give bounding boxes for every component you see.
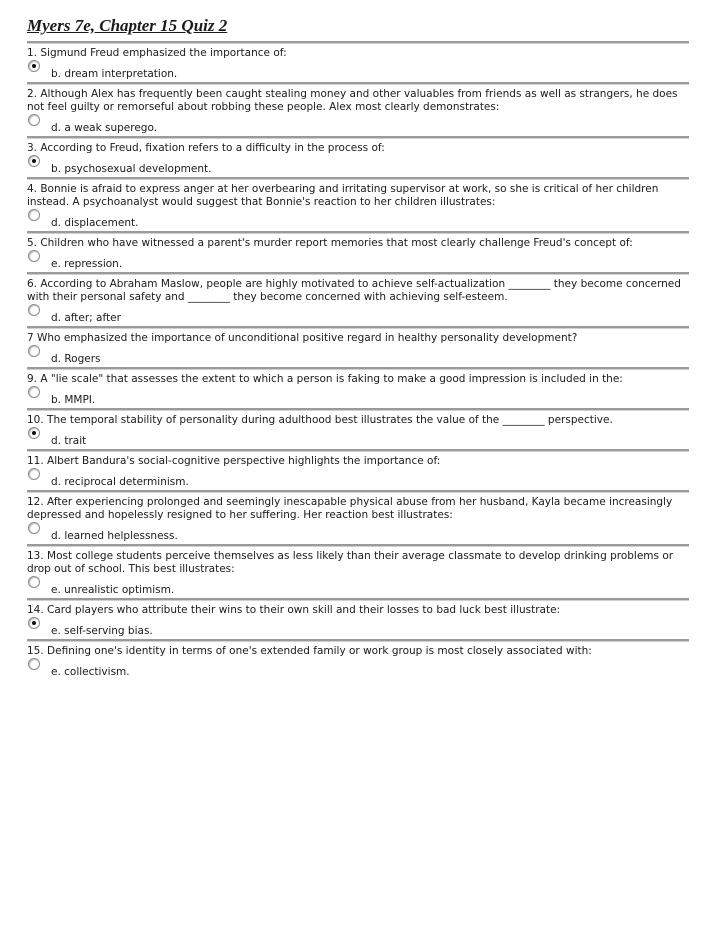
answer-row xyxy=(27,427,689,449)
answer-row xyxy=(27,250,689,272)
radio-selected-icon[interactable] xyxy=(28,155,40,167)
question-list xyxy=(27,41,689,680)
answer-row xyxy=(27,617,689,639)
radio-unselected-icon[interactable] xyxy=(28,114,40,126)
question-item xyxy=(27,275,689,326)
question-text: 9. A "lie scale" that assesses the extent to which a person is faking to make a good impression is included in the: xyxy=(27,373,623,385)
answer-text: d. trait xyxy=(51,435,87,447)
radio-unselected-icon[interactable] xyxy=(28,345,40,357)
question-text: 11. Albert Bandura's social-cognitive perspective highlights the importance of: xyxy=(27,455,441,467)
radio-unselected-icon[interactable] xyxy=(28,304,40,316)
answer-text: d. reciprocal determinism. xyxy=(51,476,189,488)
question-item xyxy=(27,234,689,272)
question-item xyxy=(27,452,689,490)
answer-text: b. dream interpretation. xyxy=(51,68,178,80)
page-title: Myers 7e, Chapter 15 Quiz 2 xyxy=(27,16,228,35)
question-item xyxy=(27,44,689,82)
question-text: 15. Defining one's identity in terms of one's extended family or work group is most closely associated with: xyxy=(27,645,592,657)
radio-unselected-icon[interactable] xyxy=(28,576,40,588)
answer-text: e. collectivism. xyxy=(51,666,130,678)
question-item xyxy=(27,601,689,639)
answer-text: b. psychosexual development. xyxy=(51,163,212,175)
question-text: 6. According to Abraham Maslow, people are highly motivated to achieve self-actualization ________ they become concerned with their personal safety and ________ they become concerned with achieving self-esteem. xyxy=(27,278,681,303)
radio-unselected-icon[interactable] xyxy=(28,209,40,221)
answer-row xyxy=(27,304,689,326)
answer-text: e. unrealistic optimism. xyxy=(51,584,175,596)
question-text: 10. The temporal stability of personality during adulthood best illustrates the value of the ________ perspective. xyxy=(27,414,613,426)
question-item xyxy=(27,547,689,598)
question-text: 3. According to Freud, fixation refers to a difficulty in the process of: xyxy=(27,142,385,154)
answer-text: d. after; after xyxy=(51,312,121,324)
answer-row xyxy=(27,345,689,367)
radio-unselected-icon[interactable] xyxy=(28,386,40,398)
question-text: 2. Although Alex has frequently been caught stealing money and other valuables from friends as well as strangers, he does not feel guilty or remorseful about robbing these people. Alex most clearly demonstrates: xyxy=(27,88,678,113)
answer-text: d. displacement. xyxy=(51,217,139,229)
answer-row xyxy=(27,576,689,598)
question-item xyxy=(27,329,689,367)
question-text: 5. Children who have witnessed a parent's murder report memories that most clearly challenge Freud's concept of: xyxy=(27,237,633,249)
question-text: 13. Most college students perceive themselves as less likely than their average classmate to develop drinking problems or drop out of school. This best illustrates: xyxy=(27,550,674,575)
question-text: 7 Who emphasized the importance of unconditional positive regard in healthy personality development? xyxy=(27,332,578,344)
question-item xyxy=(27,642,689,680)
question-text: 1. Sigmund Freud emphasized the importance of: xyxy=(27,47,287,59)
question-text: 14. Card players who attribute their wins to their own skill and their losses to bad luck best illustrate: xyxy=(27,604,561,616)
question-item xyxy=(27,370,689,408)
question-text: 12. After experiencing prolonged and seemingly inescapable physical abuse from her husband, Kayla became increasingly depressed and hopelessly resigned to her suffering. Her reaction best illustrates: xyxy=(27,496,673,521)
radio-selected-icon[interactable] xyxy=(28,617,40,629)
question-item xyxy=(27,139,689,177)
quiz-page xyxy=(27,16,689,680)
answer-text: e. repression. xyxy=(51,258,123,270)
radio-unselected-icon[interactable] xyxy=(28,658,40,670)
answer-row xyxy=(27,60,689,82)
question-item xyxy=(27,411,689,449)
answer-text: b. MMPI. xyxy=(51,394,96,406)
radio-selected-icon[interactable] xyxy=(28,60,40,72)
answer-row xyxy=(27,658,689,680)
answer-row xyxy=(27,386,689,408)
radio-unselected-icon[interactable] xyxy=(28,468,40,480)
answer-row xyxy=(27,155,689,177)
answer-row xyxy=(27,209,689,231)
radio-selected-icon[interactable] xyxy=(28,427,40,439)
question-item xyxy=(27,85,689,136)
answer-text: d. a weak superego. xyxy=(51,122,158,134)
answer-text: e. self-serving bias. xyxy=(51,625,153,637)
radio-unselected-icon[interactable] xyxy=(28,250,40,262)
question-item xyxy=(27,493,689,544)
radio-unselected-icon[interactable] xyxy=(28,522,40,534)
answer-text: d. learned helplessness. xyxy=(51,530,178,542)
answer-row xyxy=(27,468,689,490)
answer-row xyxy=(27,114,689,136)
answer-row xyxy=(27,522,689,544)
answer-text: d. Rogers xyxy=(51,353,101,365)
question-item xyxy=(27,180,689,231)
question-text: 4. Bonnie is afraid to express anger at her overbearing and irritating supervisor at work, so she is critical of her children instead. A psychoanalyst would suggest that Bonnie's reaction to her children illustrates: xyxy=(27,183,659,208)
